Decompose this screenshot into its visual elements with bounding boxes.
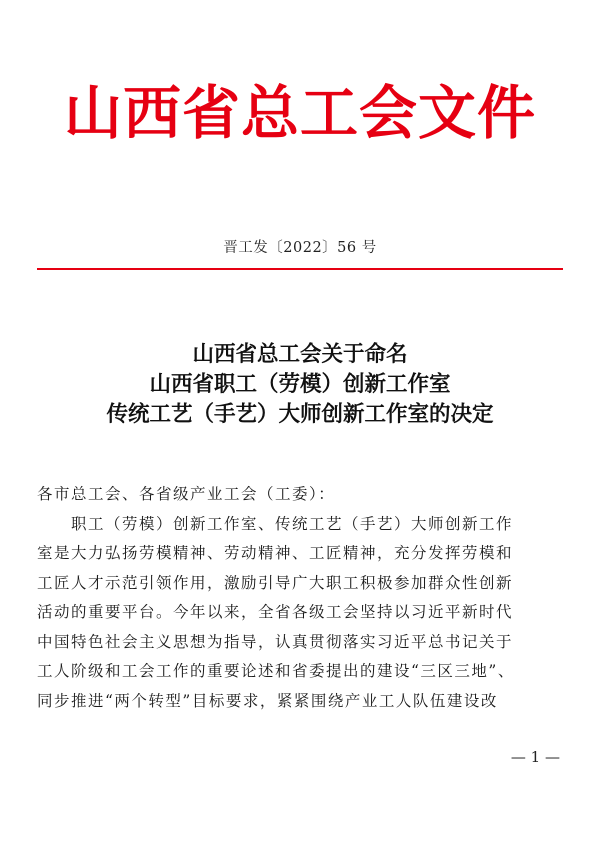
body-line: 同步推进“两个转型”目标要求，紧紧围绕产业工人队伍建设改 xyxy=(37,691,498,710)
document-title xyxy=(0,340,600,430)
body-line: 工匠人才示范引领作用，激励引导广大职工积极参加群众性创新 xyxy=(37,573,514,592)
page-number: — 1 — xyxy=(510,748,560,766)
body-line: 职工（劳模）创新工作室、传统工艺（手艺）大师创新工作 xyxy=(37,514,514,533)
salutation-line: 各市总工会、各省级产业工会（工委）： xyxy=(37,485,336,503)
body-line: 室是大力弘扬劳模精神、劳动精神、工匠精神，充分发挥劳模和 xyxy=(37,544,514,562)
document-body xyxy=(37,480,565,716)
title-line: 山西省职工（劳模）创新工作室 xyxy=(149,372,451,397)
body-line: 活动的重要平台。今年以来，全省各级工会坚持以习近平新时代 xyxy=(37,603,514,621)
title-line: 传统工艺（手艺）大师创新工作室的决定 xyxy=(106,402,494,427)
body-line: 工人阶级和工会工作的重要论述和省委提出的建设“三区三地”、 xyxy=(37,662,515,680)
document-header-title: 山西省总工会文件 xyxy=(63,79,536,147)
document-number: 晋工发〔2022〕56 号 xyxy=(223,240,377,256)
red-divider-line xyxy=(37,268,563,270)
body-line: 中国特色社会主义思想为指导，认真贯彻落实习近平总书记关于 xyxy=(37,632,514,651)
title-line: 山西省总工会关于命名 xyxy=(192,342,408,367)
